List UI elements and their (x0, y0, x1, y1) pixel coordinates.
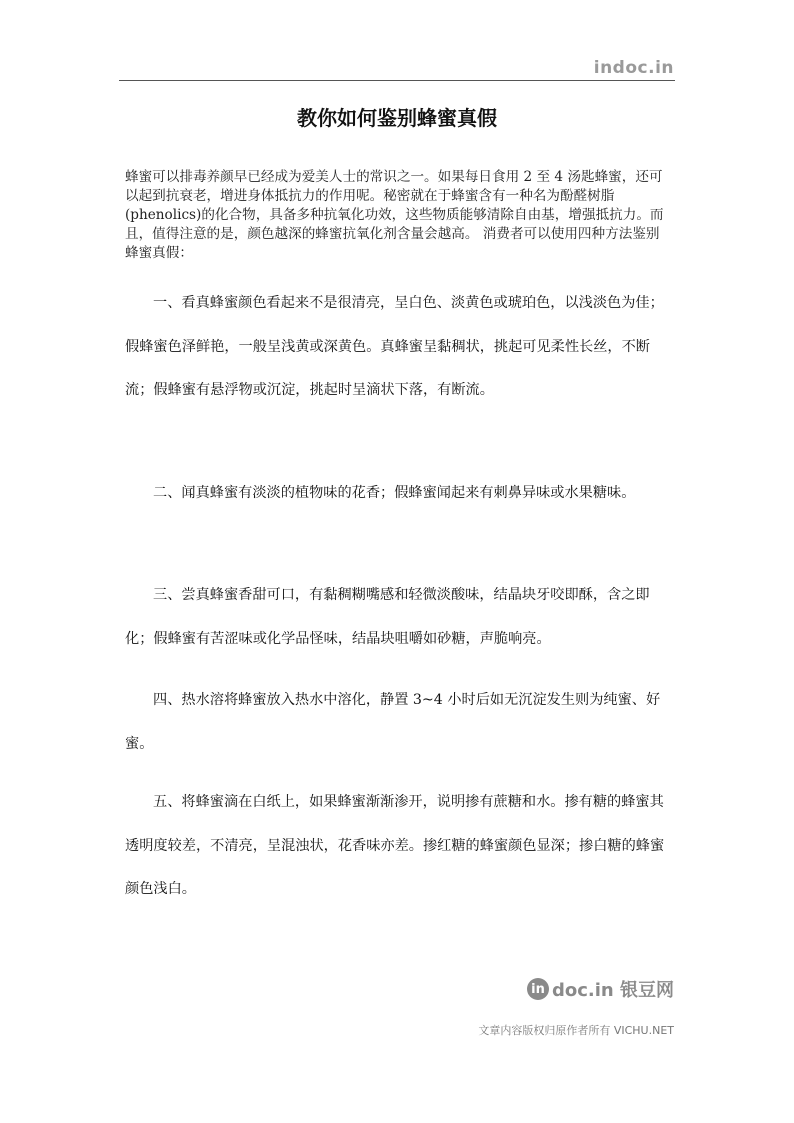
method-paragraph-2: 二、闻真蜂蜜有淡淡的植物味的花香；假蜂蜜闻起来有刺鼻异味或水果糖味。 (153, 485, 636, 501)
method-paragraph-4: 四、热水溶将蜂蜜放入热水中溶化，静置 3~4 小时后如无沉淀发生则为纯蜜、好蜜。 (125, 692, 661, 752)
site-brand: indoc.in (593, 58, 674, 78)
logo-text: doc.in 银豆网 (551, 980, 674, 1001)
copyright-notice: 文章内容版权归原作者所有 VICHU.NET (478, 1024, 674, 1037)
method-paragraph-5: 五、将蜂蜜滴在白纸上，如果蜂蜜渐渐渗开，说明掺有蔗糖和水。掺有糖的蜂蜜其透明度较差，不清亮，呈混浊状，花香味亦差。掺红糖的蜂蜜颜色显深；掺白糖的蜂蜜颜色浅白。 (125, 794, 665, 897)
document-title: 教你如何鉴别蜂蜜真假 (297, 106, 497, 130)
header-divider (119, 80, 675, 81)
logo-mark-icon: in (527, 978, 549, 1000)
footer-logo (527, 976, 674, 1002)
method-paragraph-1: 一、看真蜂蜜颜色看起来不是很清亮，呈白色、淡黄色或琥珀色，以浅淡色为佳；假蜂蜜色泽鲜艳，一般呈浅黄或深黄色。真蜂蜜呈黏稠状，挑起可见柔性长丝，不断流；假蜂蜜有悬浮物或沉淀，挑起时呈滴状下落，有断流。 (125, 295, 664, 398)
method-paragraph-3: 三、尝真蜂蜜香甜可口，有黏稠糊嘴感和轻微淡酸味，结晶块牙咬即酥，含之即化；假蜂蜜有苦涩味或化学品怪味，结晶块咀嚼如砂糖，声脆响亮。 (125, 587, 650, 647)
intro-paragraph: 蜂蜜可以排毒养颜早已经成为爱美人士的常识之一。如果每日食用 2 至 4 汤匙蜂蜜，还可以起到抗衰老，增进身体抵抗力的作用呢。秘密就在于蜂蜜含有一种名为酚醛树脂(phenolics)的化合物，具备多种抗氧化功效，这些物质能够清除自由基，增强抵抗力。而且，值得注意的是，颜色越深的蜂蜜抗氧化剂含量会越高。 消费者可以使用四种方法鉴别蜂蜜真假： (125, 169, 664, 261)
